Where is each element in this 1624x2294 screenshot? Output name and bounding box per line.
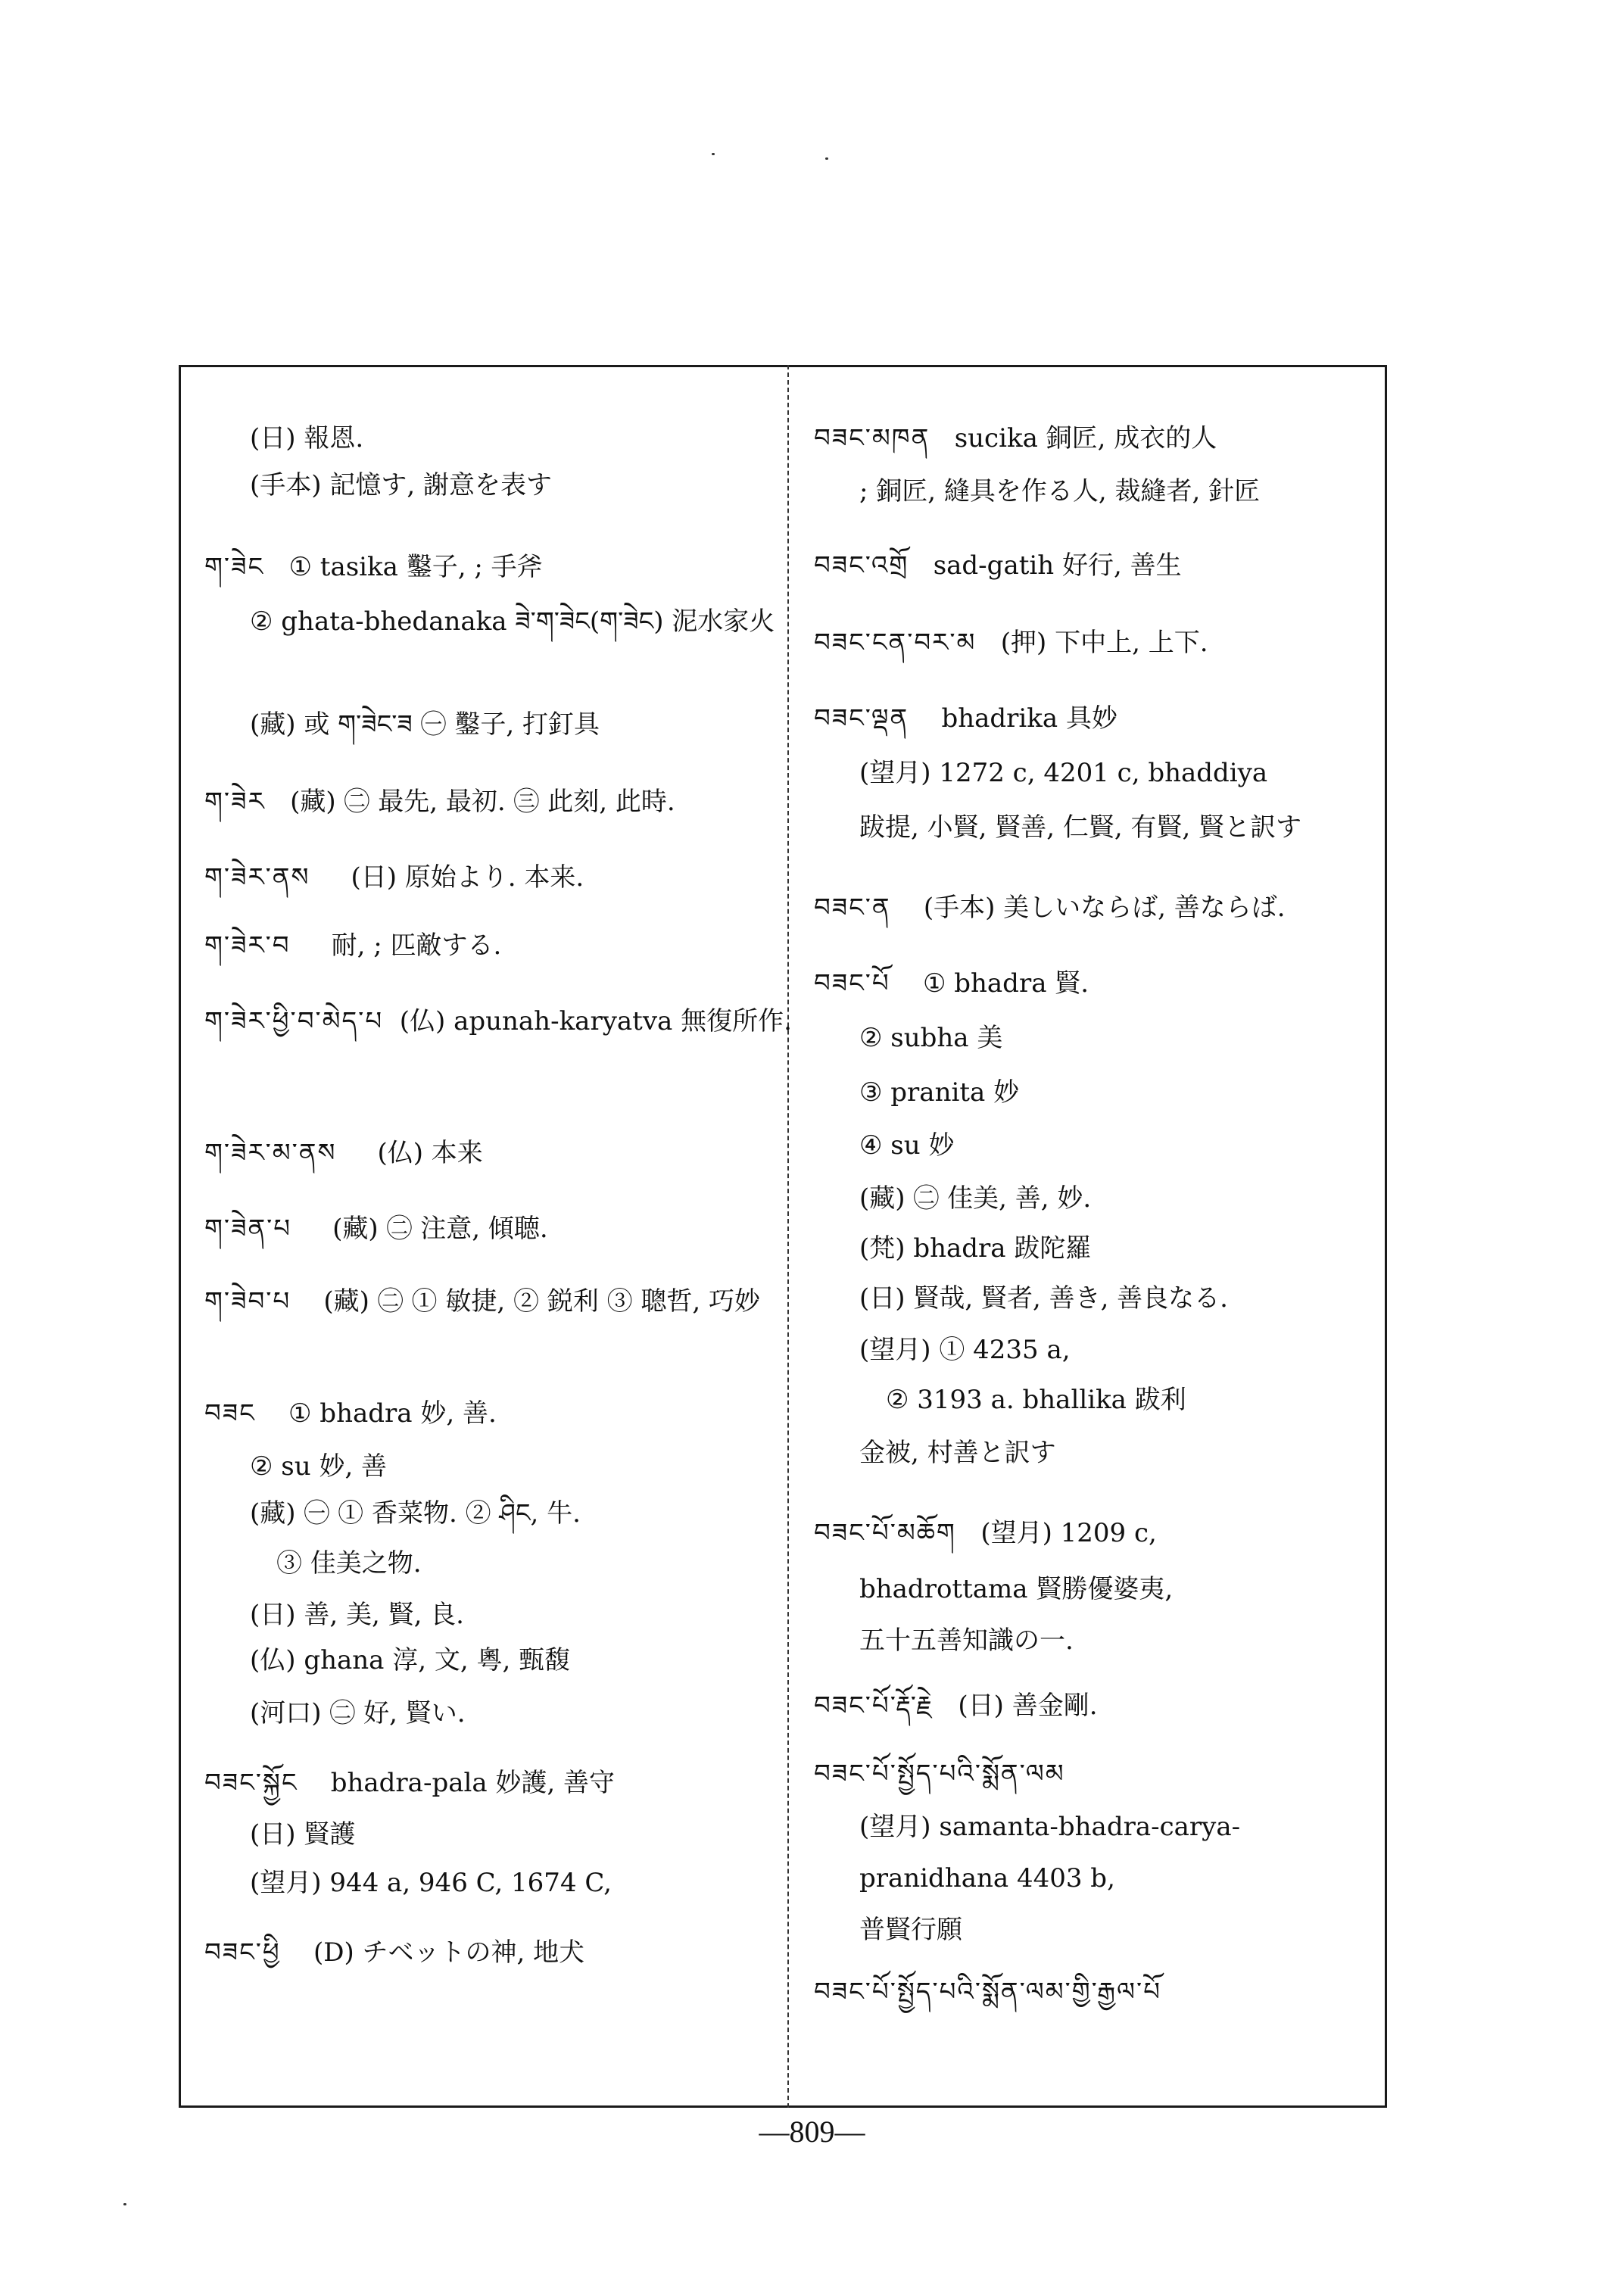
tibetan-headword: བཟང་ན [814,893,891,923]
tibetan-headword: བཟང་པོ་རྡོ་རྗེ [814,1691,934,1721]
tibetan-headword: བཟང་ལྡན [814,703,909,734]
entry-line: ག་ཟེབ་པ (藏) ㊁ ① 敏捷, ② 鋭利 ③ 聰哲, 巧妙 [204,1286,761,1317]
entry-line: (仏) ghana 淳, 文, 粵, 甄馥 [250,1645,571,1675]
entry-line: pranidhana 4403 b, [859,1863,1115,1893]
tibetan-headword: ག་ཟེར་བ [204,930,291,961]
entry-line: ག་ཟེན་པ (藏) ㊁ 注意, 傾聴. [204,1214,548,1244]
entry-line: ④ su 妙 [859,1130,955,1161]
entry-line: (日) 善, 美, 賢, 良. [250,1600,464,1630]
entry-line: བཟང་ཕྱི (D) チベットの神, 地犬 [204,1937,585,1968]
entry-line: བཟང་མཁན sucika 銅匠, 成衣的人 [814,423,1217,454]
tibetan-headword: ག་ཟེར་ནས [204,862,310,893]
tibetan-headword: བཟང་འགྲོ [814,550,909,581]
entry-line: ག་ཟེར་བ 耐, ; 匹敵する. [204,930,502,961]
entry-line: (藏) 或 ག་ཟེང་ཟ ㊀ 鑿子, 打釘具 [250,709,600,740]
tibetan-headword: བཟང་ངན་བར་མ [814,628,977,658]
tibetan-headword: ག་ཟེར་མ་ནས [204,1138,337,1168]
entry-line: 五十五善知識の一. [859,1625,1074,1656]
page-number: —809— [759,2115,865,2149]
tibetan-headword: ག་ཟེན་པ [204,1214,292,1244]
tibetan-headword: བཟང་པོ [814,968,890,999]
tibetan-headword: བཟང་མཁན [814,423,930,454]
tibetan-headword: ག་ཟེང [204,552,265,582]
entry-line: བཟང་ལྡན bhadrika 具妙 [814,703,1117,734]
entry-line: བཟང་པོ་མཆོག (望月) 1209 c, [814,1518,1157,1548]
entry-line [814,1979,1161,2005]
entry-line: བཟང་པོ ① bhadra 賢. [814,968,1089,999]
entry-line [814,1761,1065,1787]
entry-line: ② su 妙, 善 [250,1451,388,1482]
entry-line: 跋提, 小賢, 賢善, 仁賢, 有賢, 賢と訳す [859,812,1302,843]
entry-line: ; 銅匠, 縫具を作る人, 裁縫者, 針匠 [859,476,1261,506]
column-divider [787,365,789,2108]
entry-line: 普賢行願 [859,1915,962,1945]
entry-line: ② ghata-bhedanaka ཟེ་ག་ཟེང(ག་ཟེང) 泥水家火 [250,606,775,637]
entry-line: བཟང་ངན་བར་མ (押) 下中上, 上下. [814,628,1208,658]
entry-line: བཟང་པོ་རྡོ་རྗེ (日) 善金剛. [814,1691,1098,1721]
entry-line: (藏) ㊀ ① 香菜物. ② ཤིང, 牛. [250,1498,581,1529]
entry-line: 金被, 村善と訳す [859,1438,1056,1468]
entry-line: ག་ཟེང ① tasika 鑿子, ; 手斧 [204,552,543,582]
tibetan-headword: བཟང་སྐྱོང [204,1768,298,1798]
tibetan-headword: བཟང་ཕྱི [204,1937,281,1968]
speck [123,2203,126,2205]
entry-line: ② subha 美 [859,1023,1003,1053]
entry-line: ③ 佳美之物. [276,1548,422,1579]
entry-line: ག་ཟེར་ཕྱི་བ་མེད་པ (仏) apunah-karyatva 無復所作. [204,1006,792,1036]
entry-line: ག་ཟེར (藏) ㊁ 最先, 最初. ㊂ 此刻, 此時. [204,787,675,817]
entry-line: (望月) 944 a, 946 C, 1674 C, [250,1868,612,1898]
tibetan-headword: བཟང་པོ་སྤྱོད་པའི་སྨོན་ལམ [814,1759,1065,1789]
entry-line: (日) 賢哉, 賢者, 善き, 善良なる. [859,1283,1228,1314]
entry-line: (河口) ㊁ 好, 賢い. [250,1698,466,1728]
entry-line: (望月) ① 4235 a, [859,1335,1071,1365]
speck [712,153,715,155]
entry-line: (日) 賢護 [250,1819,356,1850]
entry-line: (望月) samanta-bhadra-carya- [859,1812,1241,1842]
entry-line: (日) 報恩. [250,423,364,454]
tibetan-headword: ག་ཟེར་ཕྱི་བ་མེད་པ [204,1006,384,1036]
tibetan-headword: ག་ཟེབ་པ [204,1286,291,1317]
tibetan-headword: ག་ཟེར [204,787,266,817]
entry-line: (手本) 記憶す, 謝意を表す [250,470,552,500]
entry-line: བཟང ① bhadra 妙, 善. [204,1398,497,1429]
entry-line: ③ pranita 妙 [859,1077,1020,1108]
tibetan-headword: བཟང་པོ་སྤྱོད་པའི་སྨོན་ལམ་གྱི་རྒྱལ་པོ [814,1977,1161,2007]
entry-line: བཟང་འགྲོ sad-gatih 好行, 善生 [814,550,1182,581]
speck [825,157,828,160]
entry-line: bhadrottama 賢勝優婆夷, [859,1574,1174,1604]
entry-line: ག་ཟེར་མ་ནས (仏) 本来 [204,1138,483,1168]
entry-line: ② 3193 a. bhallika 跋利 [886,1385,1186,1415]
entry-line: བཟང་སྐྱོང bhadra-pala 妙護, 善守 [204,1768,616,1798]
entry-line: (望月) 1272 c, 4201 c, bhaddiya [859,758,1268,788]
entry-line: ག་ཟེར་ནས (日) 原始より. 本来. [204,862,584,893]
tibetan-headword: བཟང [204,1398,256,1429]
entry-line: བཟང་ན (手本) 美しいならば, 善ならば. [814,893,1286,923]
entry-line: (梵) bhadra 跋陀羅 [859,1233,1092,1264]
entry-line: (藏) ㊁ 佳美, 善, 妙. [859,1183,1092,1214]
tibetan-headword: བཟང་པོ་མཆོག [814,1518,956,1548]
